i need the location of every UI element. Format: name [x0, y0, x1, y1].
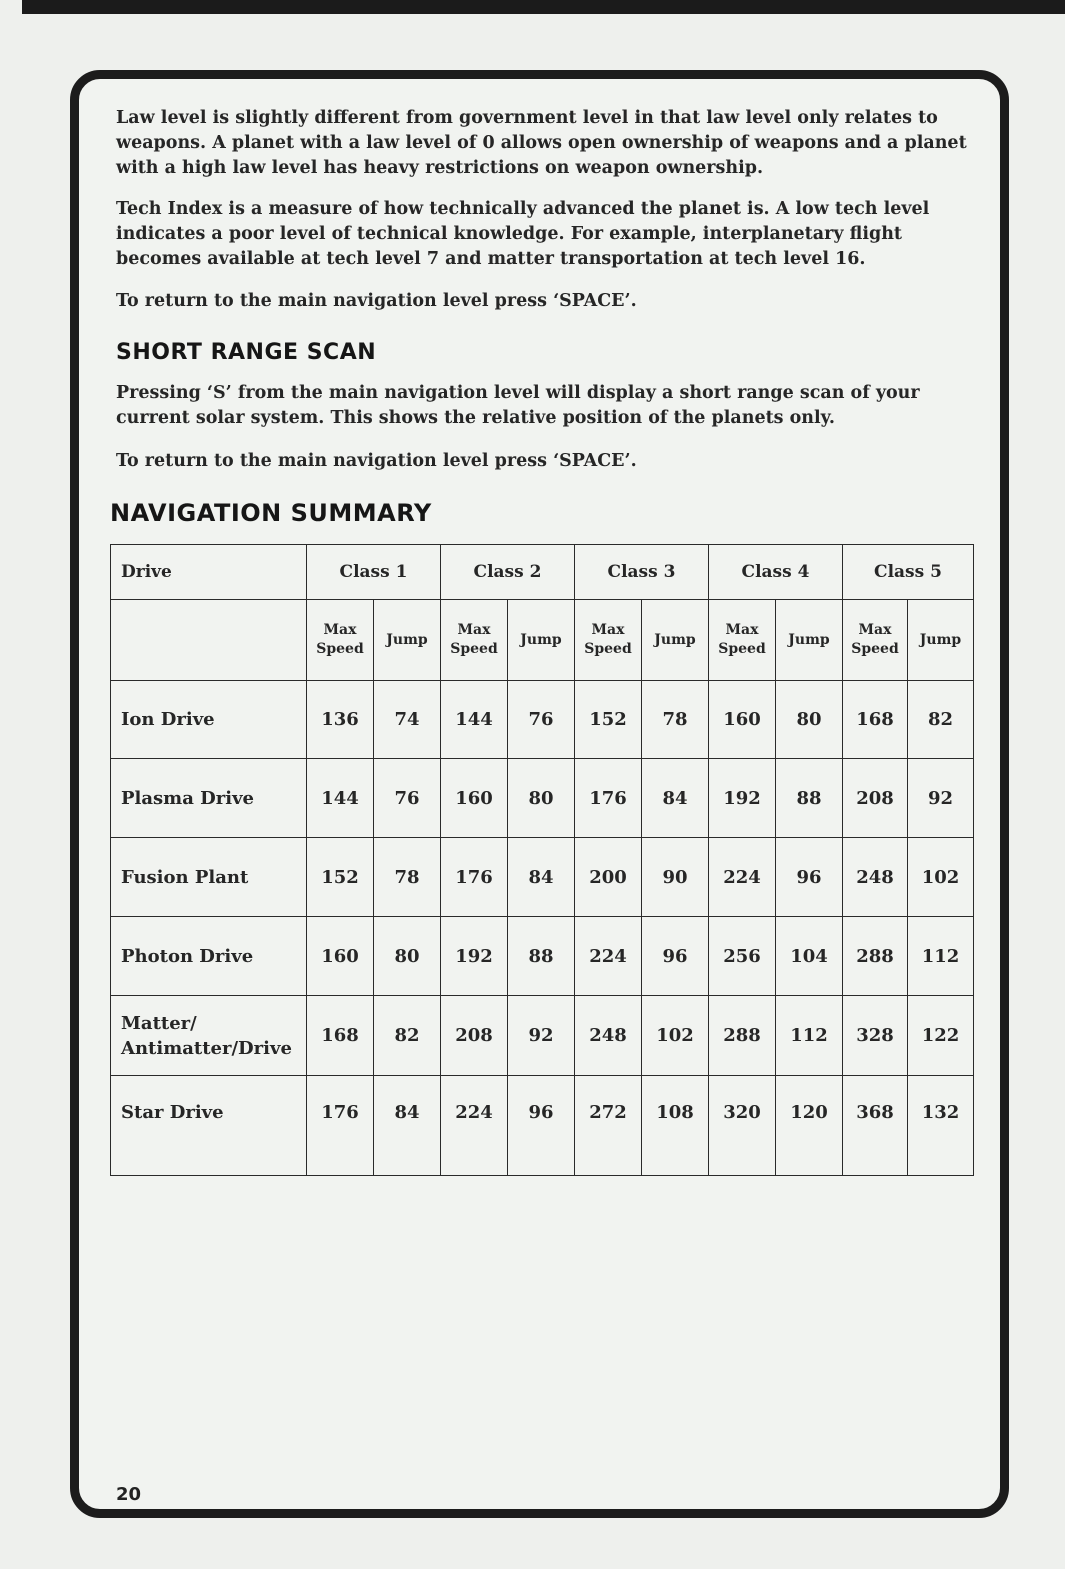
- class-1-header: Class 1: [307, 545, 441, 600]
- table-cell: 368: [843, 1076, 908, 1176]
- table-cell: 176: [575, 759, 642, 838]
- table-row: [111, 1076, 974, 1176]
- table-cell: 76: [374, 759, 441, 838]
- class-5-header: Class 5: [843, 545, 974, 600]
- drive-name: Matter/ Antimatter/Drive: [111, 996, 307, 1076]
- table-cell: 152: [307, 838, 374, 917]
- table-cell: 92: [908, 759, 974, 838]
- table-row: [111, 917, 974, 996]
- table-cell: 248: [575, 996, 642, 1076]
- table-cell: 80: [776, 681, 843, 759]
- table-cell: 192: [709, 759, 776, 838]
- class-4-header: Class 4: [709, 545, 843, 600]
- drive-column-header: Drive: [111, 545, 307, 600]
- table-cell: 256: [709, 917, 776, 996]
- table-cell: 144: [307, 759, 374, 838]
- table-cell: 208: [441, 996, 508, 1076]
- table-cell: 208: [843, 759, 908, 838]
- navigation-summary-heading: NAVIGATION SUMMARY: [110, 499, 432, 527]
- table-row: [111, 838, 974, 917]
- class-3-header: Class 3: [575, 545, 709, 600]
- table-cell: 90: [642, 838, 709, 917]
- table-cell: 168: [843, 681, 908, 759]
- tech-index-paragraph: Tech Index is a measure of how technically advanced the planet is. A low tech level indicates a poor level of technical knowledge. For example, interplanetary flight becomes available at tech level 7 and matter transportation at tech level 16.: [116, 199, 930, 269]
- table-cell: 132: [908, 1076, 974, 1176]
- table-row: [111, 759, 974, 838]
- table-cell: 104: [776, 917, 843, 996]
- top-rule: [22, 0, 1065, 14]
- table-cell: 76: [508, 681, 575, 759]
- short-range-scan-heading: SHORT RANGE SCAN: [116, 340, 377, 365]
- table-cell: 84: [374, 1076, 441, 1176]
- jump-header: Jump: [508, 600, 575, 681]
- table-cell: 168: [307, 996, 374, 1076]
- table-cell: 78: [642, 681, 709, 759]
- drive-name: Photon Drive: [111, 917, 307, 996]
- table-cell: 200: [575, 838, 642, 917]
- table-cell: 84: [508, 838, 575, 917]
- table-cell: 80: [374, 917, 441, 996]
- table-cell: 248: [843, 838, 908, 917]
- table-header-row: [111, 545, 974, 600]
- return-instruction-2: To return to the main navigation level press ‘SPACE’.: [116, 451, 637, 471]
- table-cell: 176: [441, 838, 508, 917]
- table-cell: 328: [843, 996, 908, 1076]
- table-cell: 108: [642, 1076, 709, 1176]
- drive-name: Plasma Drive: [111, 759, 307, 838]
- table-cell: 152: [575, 681, 642, 759]
- table-cell: 96: [508, 1076, 575, 1176]
- table-cell: 120: [776, 1076, 843, 1176]
- table-cell: 144: [441, 681, 508, 759]
- table-cell: 102: [642, 996, 709, 1076]
- table-cell: 272: [575, 1076, 642, 1176]
- table-cell: 176: [307, 1076, 374, 1176]
- return-instruction-1: To return to the main navigation level press ‘SPACE’.: [116, 291, 637, 311]
- table-cell: 122: [908, 996, 974, 1076]
- max-speed-header: Max Speed: [575, 600, 642, 681]
- table-cell: 288: [843, 917, 908, 996]
- jump-header: Jump: [642, 600, 709, 681]
- table-cell: 82: [908, 681, 974, 759]
- table-cell: 224: [709, 838, 776, 917]
- table-cell: 136: [307, 681, 374, 759]
- table-cell: 320: [709, 1076, 776, 1176]
- table-cell: 74: [374, 681, 441, 759]
- table-cell: 160: [307, 917, 374, 996]
- table-cell: 112: [908, 917, 974, 996]
- table-cell: 84: [642, 759, 709, 838]
- jump-header: Jump: [908, 600, 974, 681]
- table-cell: 78: [374, 838, 441, 917]
- max-speed-header: Max Speed: [441, 600, 508, 681]
- table-cell: 92: [508, 996, 575, 1076]
- table-row: [111, 996, 974, 1076]
- table-cell: 160: [709, 681, 776, 759]
- empty-subheader-cell: [111, 600, 307, 681]
- table-cell: 192: [441, 917, 508, 996]
- drive-name: Fusion Plant: [111, 838, 307, 917]
- drive-name: Ion Drive: [111, 681, 307, 759]
- table-cell: 160: [441, 759, 508, 838]
- navigation-summary-table: [110, 544, 974, 1176]
- max-speed-header: Max Speed: [843, 600, 908, 681]
- table-cell: 112: [776, 996, 843, 1076]
- table-cell: 80: [508, 759, 575, 838]
- table-cell: 96: [642, 917, 709, 996]
- table-row: [111, 681, 974, 759]
- jump-header: Jump: [374, 600, 441, 681]
- max-speed-header: Max Speed: [709, 600, 776, 681]
- short-range-scan-paragraph: Pressing ‘S’ from the main navigation level will display a short range scan of your current solar system. This shows the relative position of the planets only.: [116, 383, 920, 428]
- table-cell: 96: [776, 838, 843, 917]
- law-level-paragraph: Law level is slightly different from government level in that law level only relates to weapons. A planet with a law level of 0 allows open ownership of weapons and a planet with a high law level has heavy restrictions on weapon ownership.: [116, 108, 967, 178]
- page-frame: [70, 70, 1009, 1518]
- page-number: 20: [116, 1484, 142, 1505]
- class-2-header: Class 2: [441, 545, 575, 600]
- table-cell: 288: [709, 996, 776, 1076]
- table-cell: 82: [374, 996, 441, 1076]
- table-cell: 224: [575, 917, 642, 996]
- table-cell: 88: [776, 759, 843, 838]
- table-cell: 102: [908, 838, 974, 917]
- table-cell: 224: [441, 1076, 508, 1176]
- table-subheader-row: [111, 600, 974, 681]
- max-speed-header: Max Speed: [307, 600, 374, 681]
- table-cell: 88: [508, 917, 575, 996]
- drive-name: Star Drive: [111, 1076, 307, 1176]
- jump-header: Jump: [776, 600, 843, 681]
